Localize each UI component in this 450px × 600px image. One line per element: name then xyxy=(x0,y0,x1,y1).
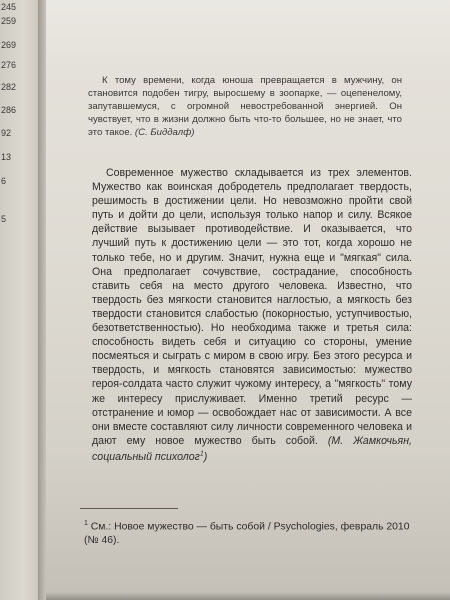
page-shadow xyxy=(46,592,450,600)
page-number: 6 xyxy=(1,176,7,186)
page-number: 5 xyxy=(1,214,7,224)
epigraph-text: К тому времени, когда юноша превращается в мужчину, он становится подобен тигру, выросшему в зоопарке, — оцепенелому, запутавшемуся, с огромной невостребованной энергией. Он чувствует, что в жизни должно быть что-то большее, но не знает, что это такое. xyxy=(88,75,402,138)
page-number: 92 xyxy=(1,128,12,138)
page-number: 13 xyxy=(1,152,12,162)
paragraph-text: Современное мужество складывается из трех элементов. Мужество как воинская добродетель предполагает твердость, решимость в достижении цели. Но невозможно пройти свой путь и дойти до цели, используя только напор и силу. Всякое действие вызывает противодействие. И оказывается, что лучший путь к достижению цели — это тот, когда хорошо не только тебе, но и другим. Значит, нужна еще и "мягкая" сила. Она предполагает сочувствие, сострадание, способность ставить себя на место другого человека. Известно, что твердость без мягкости становится наглостью, а мягкость без твердости становится слабостью (покорностью, уступчивостью, безответственностью). Но необходима также и третья сила: способность видеть себя и ситуацию со стороны, умение посмеяться и сыграть с миром в свою игру. Без этого ресурса и твердость, и мягкость становятся зависимостью: мужество героя-солдата часто служит чужому интересу, а "мягкость" тому же интересу прислуживает. Именно третий ресурс — отстранение и юмор — освобождает нас от зависимости. А все они вместе составляют силу личности современного человека и дают ему новое мужество быть собой. xyxy=(92,167,412,447)
author-name: (М. Жамкочьян, социальный психолог xyxy=(92,434,412,464)
page-number: 259 xyxy=(1,16,17,26)
page-light xyxy=(46,0,450,70)
epigraph-author: (С. Биддалф) xyxy=(134,127,195,138)
page-number: 269 xyxy=(1,40,17,50)
page-number: 245 xyxy=(1,2,17,12)
previous-page-edge xyxy=(0,0,40,600)
epigraph-quote xyxy=(88,74,402,139)
page-number: 282 xyxy=(1,82,17,92)
page-number: 286 xyxy=(1,105,17,115)
footnote-mark: 1 xyxy=(84,520,88,527)
footnote-divider xyxy=(80,508,178,509)
page-number: 276 xyxy=(1,60,17,70)
footnote-text: См.: Новое мужество — быть собой / Psychologies, февраль 2010 (№ 46). xyxy=(84,521,410,547)
footnote-ref: 1 xyxy=(199,450,204,458)
author-close: ) xyxy=(203,451,208,464)
main-paragraph xyxy=(92,166,412,465)
footnote xyxy=(84,517,416,548)
